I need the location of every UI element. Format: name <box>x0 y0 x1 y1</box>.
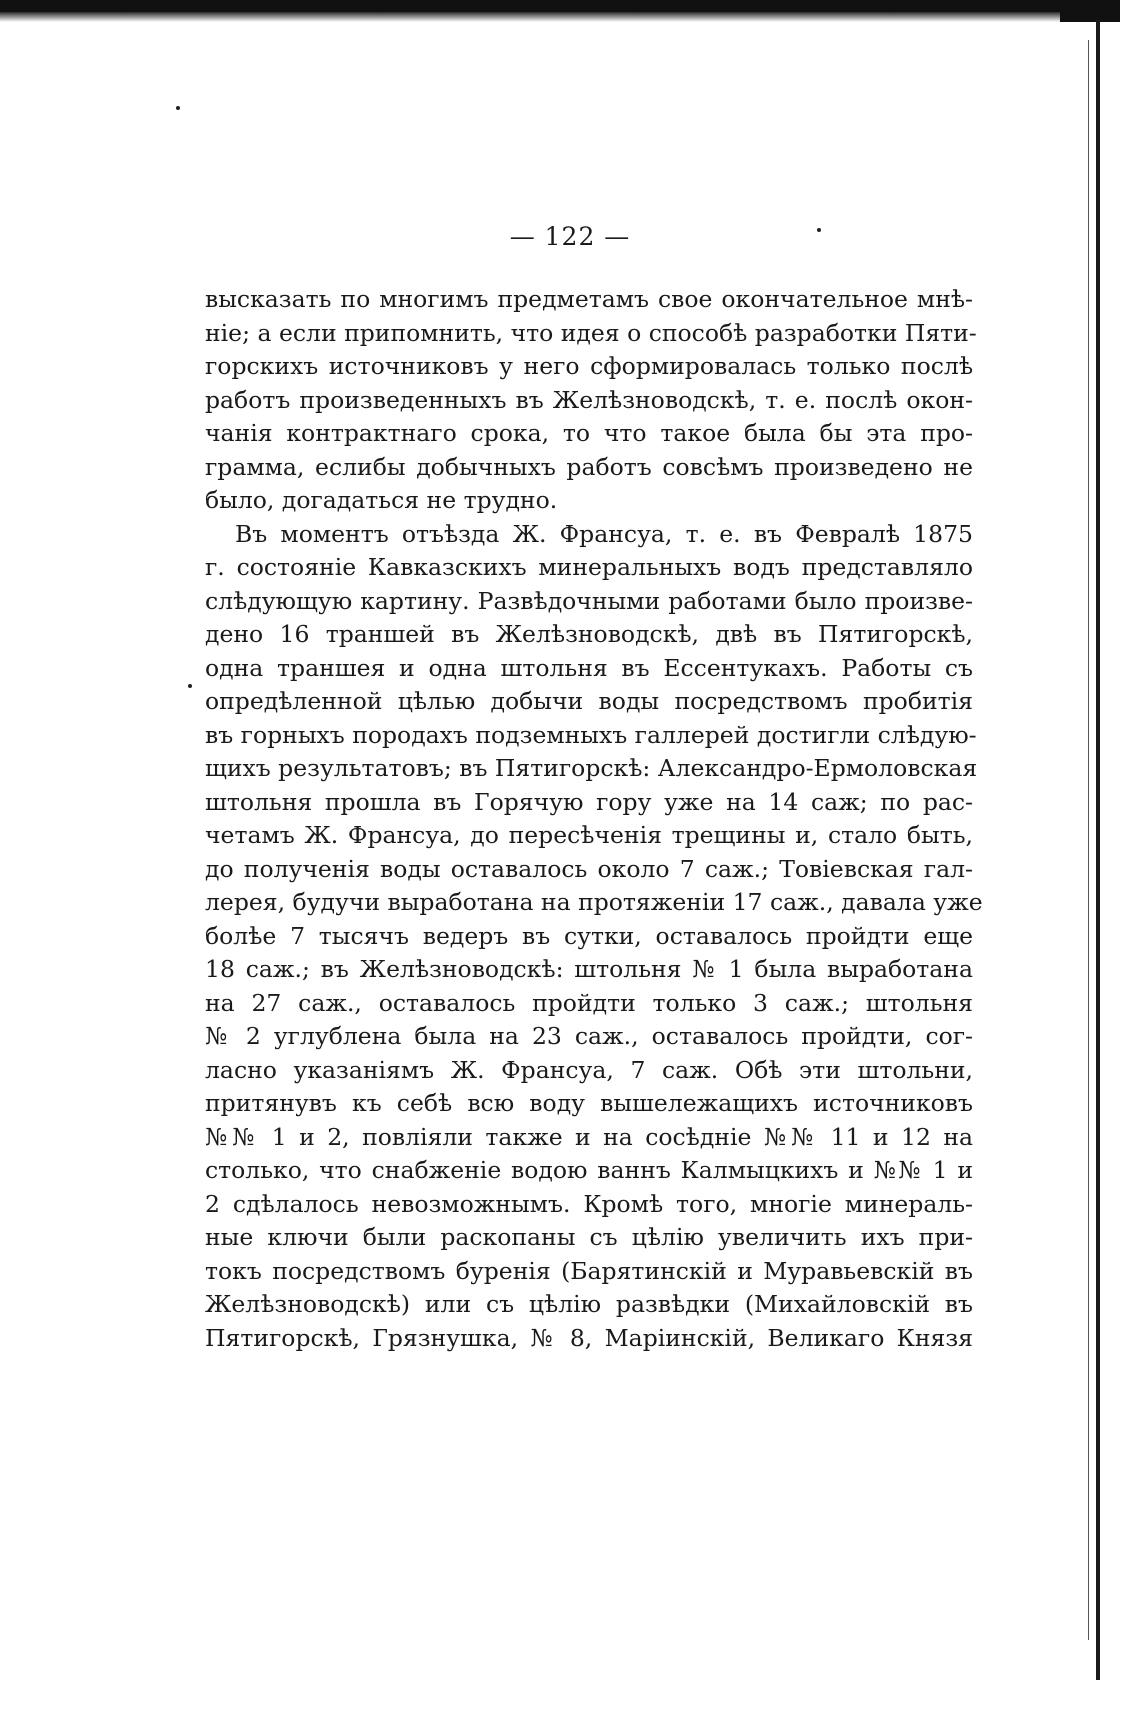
text-line: г. состояніе Кавказскихъ минеральныхъ водъ представляло <box>205 553 973 581</box>
text-line: лерея, будучи выработана на протяженіи 17 саж., давала уже <box>205 888 983 916</box>
text-line: Пятигорскѣ, Грязнушка, № 8, Маріинскій, Великаго Князя <box>205 1323 973 1352</box>
text-line: опредѣленной цѣлью добычи воды посредствомъ пробитія <box>205 687 973 715</box>
text-line: №№ 1 и 2, повліяли также и на сосѣдніе №№ 11 и 12 на <box>205 1122 973 1151</box>
text-line: слѣдующую картину. Развѣдочными работами было произве- <box>205 586 973 615</box>
page-number: — 122 — <box>509 222 631 251</box>
text-line: четамъ Ж. Франсуа, до пересѣченія трещины и, стало быть, <box>205 821 973 849</box>
text-line: въ горныхъ породахъ подземныхъ галлерей достигли слѣдую- <box>205 720 977 749</box>
text-line: щихъ результатовъ; въ Пятигорскѣ: Александро-Ермоловская <box>205 754 978 782</box>
text-line: штольня прошла въ Горячую гору уже на 14 саж; по рас- <box>205 787 973 816</box>
text-line: ные ключи были раскопаны съ цѣлію увеличить ихъ при- <box>205 1223 973 1251</box>
text-line: работъ произведенныхъ въ Желѣзноводскѣ, т. е. послѣ окон- <box>205 385 973 414</box>
scan-speck <box>176 106 180 110</box>
text-line: грамма, еслибы добычныхъ работъ совсѣмъ произведено не <box>205 452 973 481</box>
text-line: Желѣзноводскѣ) или съ цѣлію развѣдки (Михайловскій въ <box>205 1290 973 1318</box>
text-line: 18 саж.; въ Желѣзноводскѣ: штольня № 1 была выработана <box>205 955 973 983</box>
text-line: дено 16 траншей въ Желѣзноводскѣ, двѣ въ Пятигорскѣ, <box>205 620 973 648</box>
paragraph-2 <box>205 518 983 1356</box>
text-line: ласно указаніямъ Ж. Франсуа, 7 саж. Обѣ эти штольни, <box>205 1055 973 1084</box>
text-line: столько, что снабженіе водою ваннъ Калмыцкихъ и №№ 1 и <box>205 1156 973 1184</box>
scan-speck <box>188 684 192 688</box>
text-line: Въ моментъ отъѣзда Ж. Франсуа, т. е. въ Февралѣ 1875 <box>235 519 973 548</box>
text-line: чанія контрактнаго срока, то что такое была бы эта про- <box>205 419 973 447</box>
text-line: горскихъ источниковъ у него сформировалась только послѣ <box>205 352 973 380</box>
text-line: ніе; а если припомнить, что идея о способѣ разработки Пяти- <box>205 318 977 347</box>
text-line: 2 сдѣлалось невозможнымъ. Кромѣ того, многіе минераль- <box>205 1189 973 1218</box>
text-line: болѣе 7 тысячъ ведеръ въ сутки, оставалось пройдти еще <box>205 921 973 950</box>
text-line: на 27 саж., оставалось пройдти только 3 саж.; штольня <box>205 988 973 1017</box>
text-line: токъ посредствомъ буренія (Барятинскій и Муравьевскій въ <box>205 1256 973 1285</box>
text-line: № 2 углублена была на 23 саж., оставалось пройдти, сог- <box>205 1022 973 1050</box>
text-line: до полученія воды оставалось около 7 саж.; Товіевская гал- <box>205 854 973 883</box>
scan-top-shadow <box>0 12 1060 22</box>
text-line: притянувъ къ себѣ всю воду вышележащихъ источниковъ <box>205 1089 973 1117</box>
paragraph-1 <box>205 283 977 518</box>
scan-right-edge-thin <box>1088 40 1089 1640</box>
text-line: одна траншея и одна штольня въ Ессентукахъ. Работы съ <box>205 653 973 682</box>
text-line: было, догадаться не трудно. <box>205 486 558 514</box>
scan-right-edge <box>1096 20 1100 1680</box>
text-line: высказать по многимъ предметамъ свое окончательное мнѣ- <box>205 285 973 313</box>
body-text <box>205 283 983 1355</box>
